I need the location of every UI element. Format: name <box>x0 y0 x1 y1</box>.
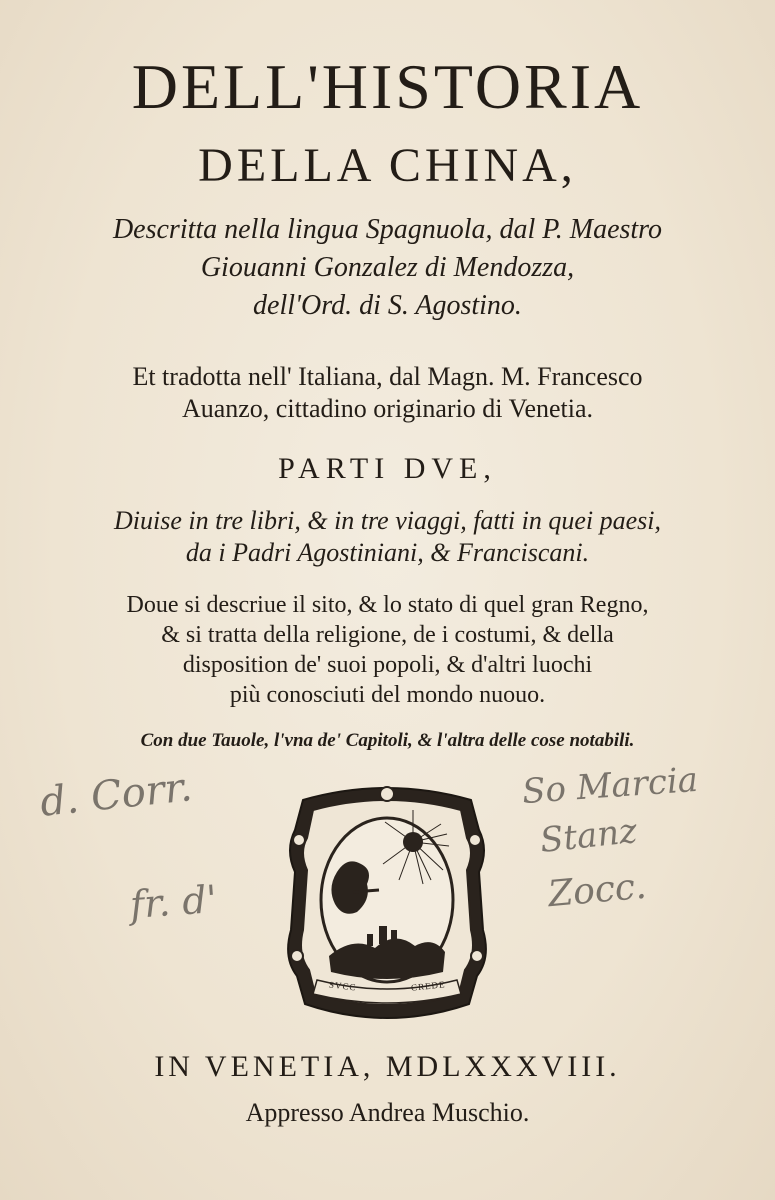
tables-note: Con due Tauole, l'vna de' Capitoli, & l'altra delle cose notabili. <box>140 730 635 751</box>
translation-line-2: Auanzo, cittadino originario di Venetia. <box>181 394 594 423</box>
manuscript-note-left-1: d. Corr. <box>38 764 195 826</box>
printer-device-motto-left: SVCC <box>328 979 357 993</box>
printer-device-motto-right: CREDE <box>410 979 446 993</box>
printer-device-woodcut <box>283 780 491 1028</box>
description-line-4: più conosciuti del mondo nuouo. <box>229 682 546 708</box>
subtitle-line-3: dell'Ord. di S. Agostino. <box>253 290 522 321</box>
manuscript-note-left-2: fr. d' <box>128 877 219 927</box>
manuscript-note-right-3: Zocc. <box>546 865 649 916</box>
description-line-3: disposition de' suoi popoli, & d'altri luochi <box>182 652 593 678</box>
manuscript-note-right-1: So Marcia <box>520 759 700 813</box>
description-line-2: & si tratta della religione, de i costumi, & della <box>161 622 614 648</box>
main-title-line-2: DELLA CHINA, <box>198 139 577 192</box>
imprint-printer: Appresso Andrea Muschio. <box>245 1098 530 1127</box>
parts-line-2: da i Padri Agostiniani, & Franciscani. <box>185 538 590 567</box>
parts-heading: PARTI DVE, <box>278 452 497 485</box>
main-title-line-1: DELL'HISTORIA <box>131 51 644 122</box>
translation-line-1: Et tradotta nell' Italiana, dal Magn. M. Francesco <box>132 362 643 391</box>
parts-line-1: Diuise in tre libri, & in tre viaggi, fatti in quei paesi, <box>114 506 661 535</box>
imprint-place-date: IN VENETIA, MDLXXXVIII. <box>154 1050 621 1083</box>
description-line-1: Doue si descriue il sito, & lo stato di quel gran Regno, <box>126 592 649 618</box>
printer-device <box>283 780 491 1028</box>
manuscript-note-right-2: Stanz <box>538 811 639 861</box>
subtitle-line-1: Descritta nella lingua Spagnuola, dal P. Maestro <box>112 214 663 245</box>
subtitle-line-2: Giouanni Gonzalez di Mendozza, <box>200 252 575 283</box>
